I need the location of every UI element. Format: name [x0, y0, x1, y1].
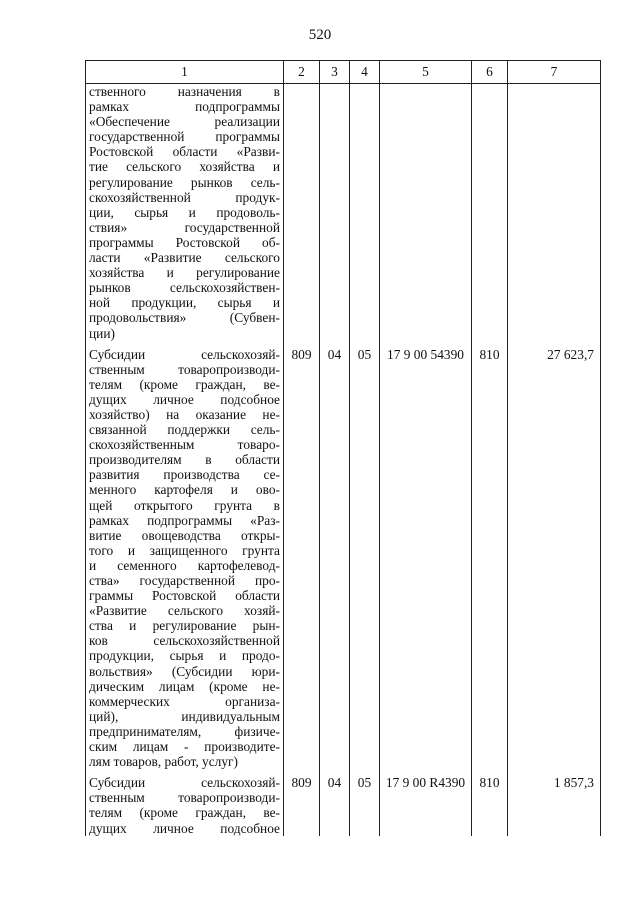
col-header-section: 3	[320, 61, 350, 84]
col-header-target-article: 5	[380, 61, 472, 84]
description-line: дическим лицам (кроме не-	[89, 678, 280, 694]
description-line: вольствия» (Субсидии юри-	[89, 663, 280, 679]
subsection-code: 05	[350, 775, 380, 835]
ministry-code: 809	[284, 775, 320, 835]
description-line: ствия» государственной	[89, 219, 280, 235]
col-header-subsection: 4	[350, 61, 380, 84]
description-line: ственным товаропроизводи-	[89, 790, 280, 806]
expense-type	[472, 84, 508, 341]
description-line: ной продукции, сырья и	[89, 295, 280, 311]
col-header-amount: 7	[508, 61, 601, 84]
ministry-code: 809	[284, 347, 320, 770]
expense-type: 810	[472, 775, 508, 835]
col-header-ministry: 2	[284, 61, 320, 84]
description-line: ласти «Развитие сельского	[89, 250, 280, 266]
table-row	[86, 347, 601, 770]
ministry-code	[284, 84, 320, 341]
page-number: 520	[308, 27, 332, 43]
subsection-code	[350, 84, 380, 341]
description-line: щей открытого грунта в	[89, 497, 280, 513]
description-line: хозяйство) на оказание не-	[89, 406, 280, 422]
description-line: витие овощеводства откры-	[89, 527, 280, 543]
description-line: программы Ростовской об-	[89, 234, 280, 250]
amount	[508, 84, 601, 341]
amount: 27 623,7	[508, 347, 601, 770]
description-line: граммы Ростовской области	[89, 588, 280, 604]
description-line: лям товаров, работ, услуг)	[89, 754, 239, 770]
description-line: производителям в области	[89, 452, 280, 468]
description-line: регулирование рынков сель-	[89, 174, 280, 190]
description-line: «Обеспечение реализации	[89, 114, 280, 130]
description-line: и семенного картофелевод-	[89, 557, 280, 573]
description-line: ственного назначения в	[89, 84, 280, 99]
description-line: ским лицам - производите-	[89, 739, 280, 755]
description-line: продовольствия» (Субвен-	[89, 310, 280, 326]
description-line: дущих личное подсобное	[89, 820, 280, 836]
description-line: государственной программы	[89, 129, 280, 145]
description-line: дущих личное подсобное	[89, 391, 280, 407]
description-line: ственным товаропроизводи-	[89, 361, 280, 377]
description-line: связанной поддержки сель-	[89, 422, 280, 438]
subsection-code: 05	[350, 347, 380, 770]
description-line: рамках подпрограммы «Раз-	[89, 512, 280, 528]
description-line: рамках подпрограммы	[89, 99, 280, 115]
row-description	[86, 84, 284, 341]
table-row	[86, 84, 601, 341]
description-line: хозяйства и регулирование	[89, 265, 280, 281]
section-code: 04	[320, 775, 350, 835]
description-line: предпринимателям, физиче-	[89, 723, 280, 739]
table-row	[86, 775, 601, 835]
expense-type: 810	[472, 347, 508, 770]
description-line: ции, сырья и продоволь-	[89, 204, 280, 220]
description-line: ции)	[89, 325, 115, 341]
description-line: того и защищенного грунта	[89, 542, 280, 558]
target-article	[380, 84, 472, 341]
description-line: рынков сельскохозяйствен-	[89, 280, 280, 296]
description-line: ций), индивидуальным	[89, 708, 280, 724]
budget-table	[85, 60, 601, 836]
description-line: скохозяйственной продук-	[89, 189, 280, 205]
description-line: коммерческих организа-	[89, 693, 280, 709]
target-article: 17 9 00 54390	[380, 347, 472, 770]
description-line: менного картофеля и ово-	[89, 482, 280, 498]
description-line: продукции, сырья и продо-	[89, 648, 280, 664]
description-line: Субсидии сельскохозяй-	[89, 346, 280, 362]
row-description	[86, 347, 284, 770]
target-article: 17 9 00 R4390	[380, 775, 472, 835]
col-header-description: 1	[86, 61, 284, 84]
description-line: Ростовской области «Разви-	[89, 144, 280, 160]
amount: 1 857,3	[508, 775, 601, 835]
table-header-row	[86, 61, 601, 84]
description-line: ков сельскохозяйственной	[89, 633, 280, 649]
description-line: «Развитие сельского хозяй-	[89, 603, 280, 619]
description-line: ства» государственной про-	[89, 573, 280, 588]
section-code	[320, 84, 350, 341]
description-line: телям (кроме граждан, ве-	[89, 805, 280, 821]
description-line: скохозяйственным товаро-	[89, 437, 280, 453]
row-description	[86, 775, 284, 835]
description-line: развития производства се-	[89, 467, 280, 483]
col-header-expense-type: 6	[472, 61, 508, 84]
description-line: ства и регулирование рын-	[89, 618, 280, 634]
description-line: тие сельского хозяйства и	[89, 159, 280, 175]
description-line: телям (кроме граждан, ве-	[89, 376, 280, 392]
section-code: 04	[320, 347, 350, 770]
description-line: Субсидии сельскохозяй-	[89, 775, 280, 791]
